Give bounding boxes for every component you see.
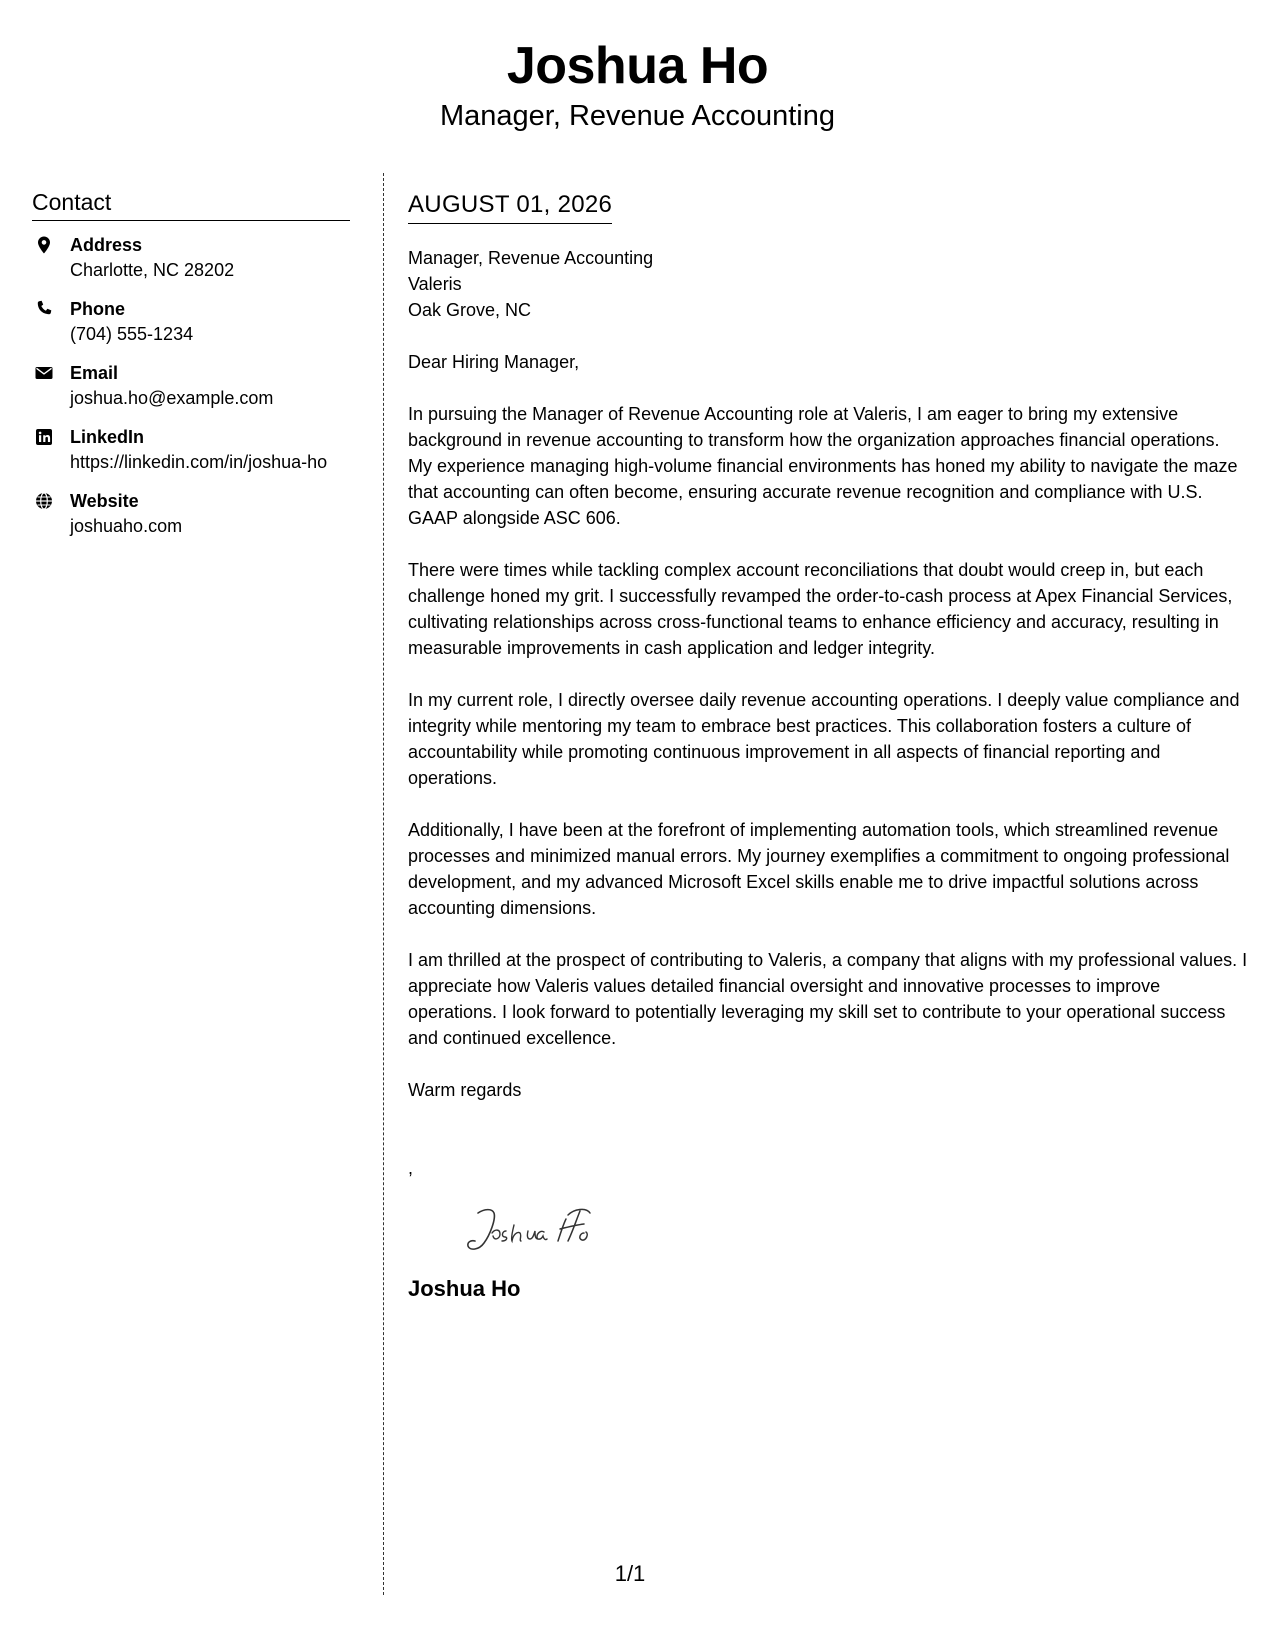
- phone-icon: [34, 299, 54, 319]
- contact-value[interactable]: https://linkedin.com/in/joshua-ho: [70, 452, 328, 472]
- letter-date: AUGUST 01, 2026: [408, 190, 612, 224]
- contact-label: Email: [70, 363, 119, 383]
- applicant-title: Manager, Revenue Accounting: [440, 100, 835, 132]
- column-divider: [383, 173, 384, 1595]
- contact-list: [32, 233, 350, 539]
- contact-sidebar: [32, 188, 350, 553]
- contact-value: Charlotte, NC 28202: [70, 260, 235, 280]
- recipient-line: Manager, Revenue Accounting: [408, 248, 654, 268]
- linkedin-icon: [34, 427, 54, 447]
- contact-label: Phone: [70, 299, 126, 319]
- contact-item-phone: [32, 297, 350, 347]
- letter-paragraph: There were times while tackling complex account reconciliations that doubt would creep in, but each challenge honed my grit. I successfully revamped the order-to-cash process at Apex Financial Services, cultivating relationships across cross-functional teams to enhance efficiency and accuracy, resulting in measurable improvements in cash application and ledger integrity.: [408, 560, 1233, 658]
- contact-label: Website: [70, 491, 139, 511]
- page-number: 1/1: [614, 1561, 646, 1586]
- contact-label: Address: [70, 235, 143, 255]
- envelope-icon: [34, 363, 54, 383]
- letter-paragraph: Additionally, I have been at the forefront of implementing automation tools, which streamlined revenue processes and minimized manual errors. My journey exemplifies a commitment to ongoing professional development, and my advanced Microsoft Excel skills enable me to drive impactful solutions across accounting dimensions.: [408, 820, 1230, 918]
- contact-label: LinkedIn: [70, 427, 145, 447]
- map-pin-icon: [34, 235, 54, 255]
- recipient-line: Oak Grove, NC: [408, 300, 532, 320]
- salutation: Dear Hiring Manager,: [408, 352, 580, 372]
- closing: Warm regards: [408, 1080, 522, 1100]
- applicant-name: Joshua Ho: [506, 37, 769, 95]
- letter-paragraph: In my current role, I directly oversee daily revenue accounting operations. I deeply value compliance and integrity while mentoring my team to embrace best practices. This collaboration fosters a culture of accountability while promoting continuous improvement in all aspects of financial reporting and operations.: [408, 690, 1240, 788]
- contact-item-website: [32, 489, 350, 539]
- letter-body: [408, 190, 1248, 1303]
- contact-value[interactable]: joshuaho.com: [70, 516, 183, 536]
- signer-name: Joshua Ho: [408, 1276, 521, 1301]
- contact-value: (704) 555-1234: [70, 324, 194, 344]
- handwritten-signature: [448, 1199, 648, 1259]
- letter-paragraph: I am thrilled at the prospect of contributing to Valeris, a company that aligns with my professional values. I appreciate how Valeris values detailed financial oversight and innovative processes to improve operations. I look forward to potentially leveraging my skill set to contribute to your operational success and continued excellence.: [408, 950, 1248, 1048]
- recipient-line: Valeris: [408, 274, 462, 294]
- contact-item-address: [32, 233, 350, 283]
- contact-section-title: Contact: [32, 188, 350, 221]
- globe-icon: [34, 491, 54, 511]
- letter-paragraph: In pursuing the Manager of Revenue Accounting role at Valeris, I am eager to bring my extensive background in revenue accounting to transform how the organization approaches financial operations. My experience managing high-volume financial environments has honed my ability to navigate the maze that accounting can often become, ensuring accurate revenue recognition and compliance with U.S. GAAP alongside ASC 606.: [408, 404, 1238, 528]
- contact-item-linkedin: [32, 425, 350, 475]
- contact-item-email: [32, 361, 350, 411]
- header: [0, 36, 1275, 134]
- recipient-block: [408, 245, 1248, 323]
- contact-value: joshua.ho@example.com: [70, 388, 274, 408]
- closing-comma: ,: [408, 1158, 414, 1178]
